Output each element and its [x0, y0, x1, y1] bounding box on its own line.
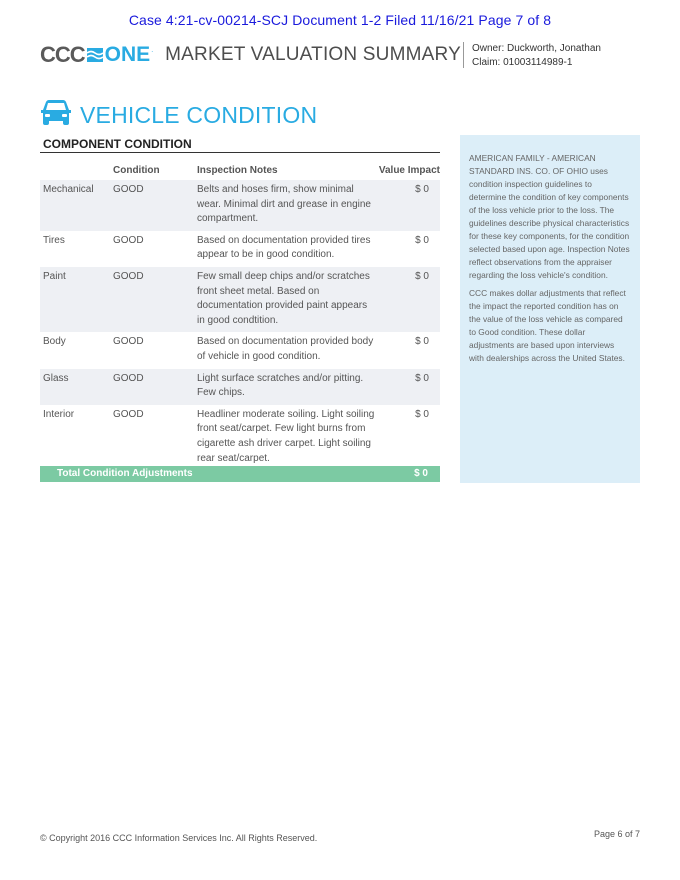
inspection-notes: Based on documentation provided body of vehicle in good condition. [197, 336, 374, 362]
table-title: COMPONENT CONDITION [40, 137, 440, 153]
table-row [40, 332, 440, 368]
component-name: Interior [43, 408, 75, 420]
condition-value: GOOD [113, 184, 144, 195]
inspection-notes: Belts and hoses firm, show minimal wear. Minimal dirt and grease in engine compartment. [197, 184, 371, 225]
info-side-panel [460, 135, 640, 483]
total-condition-adjustments [40, 466, 440, 482]
condition-value: GOOD [113, 408, 144, 420]
logo-dot: . [151, 46, 154, 54]
owner-name: Owner: Duckworth, Jonathan [472, 43, 601, 54]
claim-number: Claim: 01003114989-1 [472, 57, 573, 68]
report-title: MARKET VALUATION SUMMARY [165, 44, 461, 65]
condition-value: GOOD [113, 270, 144, 282]
table-row [40, 267, 440, 332]
logo-one-text: ONE [104, 43, 151, 66]
component-name: Tires [43, 234, 65, 246]
logo-ccc-text: CCC [40, 42, 85, 67]
footer-copyright: © Copyright 2016 CCC Information Services Inc. All Rights Reserved. [40, 833, 318, 843]
section-title: VEHICLE CONDITION [80, 102, 318, 128]
total-value: $ 0 [414, 468, 428, 479]
info-paragraph: CCC makes dollar adjustments that reflect the impact the reported condition has on the value of the loss vehicle as compared to Good condition. These dollar adjustments are based upon interviews with dealerships across the United States. [469, 288, 626, 363]
column-header-condition: Condition [113, 165, 160, 176]
component-name: Glass [43, 372, 69, 384]
header-divider [463, 42, 464, 68]
value-impact: $ 0 [415, 336, 429, 348]
inspection-notes: Light surface scratches and/or pitting. Few chips. [197, 372, 364, 399]
case-header: Case 4:21-cv-00214-SCJ Document 1-2 Filed 11/16/21 Page 7 of 8 [128, 12, 552, 28]
component-name: Body [43, 336, 66, 348]
value-impact: $ 0 [415, 372, 429, 384]
table-row [40, 405, 440, 470]
brand-logo [40, 42, 461, 68]
total-label: Total Condition Adjustments [57, 468, 193, 479]
condition-value: GOOD [113, 372, 144, 384]
inspection-notes: Few small deep chips and/or scratches front sheet metal. Based on documentation provided paint appears in good condtition. [197, 270, 370, 326]
owner-info [472, 42, 601, 70]
value-impact: $ 0 [415, 270, 429, 282]
footer-page-number: Page 6 of 7 [593, 829, 640, 839]
inspection-notes: Based on documentation provided tires appear to be in good condition. [197, 234, 371, 261]
condition-value: GOOD [113, 234, 144, 246]
condition-value: GOOD [113, 336, 144, 348]
logo-wave-icon [87, 47, 103, 63]
value-impact: $ 0 [415, 408, 429, 420]
table-row [40, 180, 440, 231]
component-table [40, 180, 440, 470]
inspection-notes: Headliner moderate soiling. Light soiling front seat/carpet. Few light burns from cigarette ash driver carpet. Light soiling rear seat/carpet. [197, 408, 375, 464]
value-impact: $ 0 [415, 184, 429, 195]
component-name: Paint [43, 270, 66, 282]
column-header-notes: Inspection Notes [197, 165, 278, 176]
value-impact: $ 0 [415, 234, 429, 246]
table-row [40, 369, 440, 405]
table-row [40, 231, 440, 267]
column-header-value: Value Impact [378, 165, 440, 176]
car-icon [40, 99, 72, 127]
section-heading [40, 96, 317, 129]
info-paragraph: AMERICAN FAMILY - AMERICAN STANDARD INS. CO. OF OHIO uses condition inspection guidelines to determine the condition of key components of the loss vehicle prior to the loss. The guidelines describe physical characteristics for these key components, for the condition selected based upon age. Inspection Notes reflect observations from the appraiser regarding the loss vehicle's condition. [469, 153, 630, 280]
table-header [40, 165, 440, 179]
component-name: Mechanical [43, 184, 94, 195]
